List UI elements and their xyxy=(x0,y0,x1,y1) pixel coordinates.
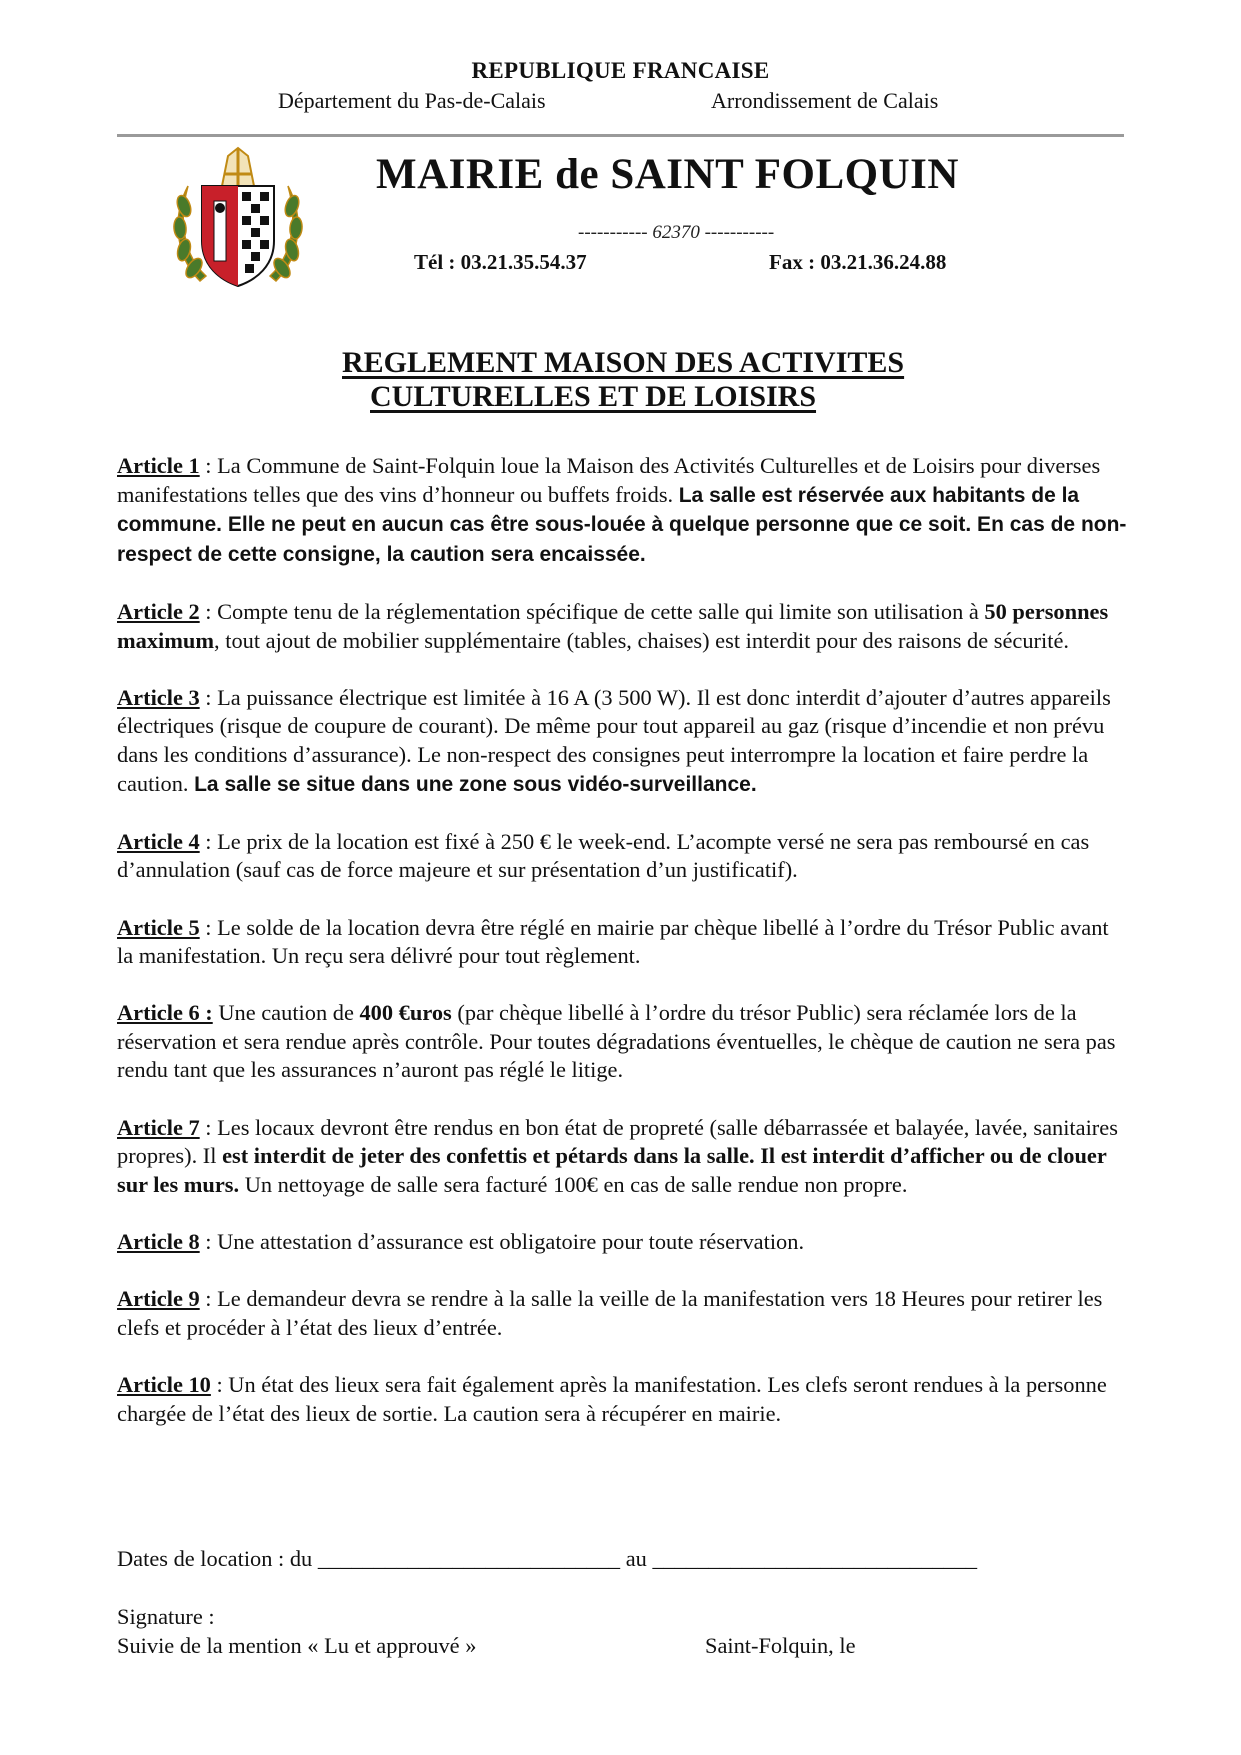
article-label: Article 10 xyxy=(117,1372,211,1397)
rental-dates-line: Dates de location : du ___________________________ au _____________________________ xyxy=(117,1546,978,1571)
article-label: Article 5 xyxy=(117,914,200,940)
department-label: Département du Pas-de-Calais xyxy=(278,88,546,113)
coat-of-arms-icon xyxy=(170,146,306,294)
article-text: Le solde de la location devra être réglé en mairie par chèque libellé à l’ordre du Trésor Public avant la manifestation. Un reçu sera délivré pour tout règlement. xyxy=(117,914,1109,969)
article-separator: : xyxy=(199,598,218,624)
article-separator: : xyxy=(199,684,218,710)
signature-label: Signature : xyxy=(117,1604,215,1629)
article-3 xyxy=(117,684,1127,799)
article-1 xyxy=(117,452,1127,569)
article-text: Une attestation d’assurance est obligatoire pour toute réservation. xyxy=(217,1229,805,1255)
arrondissement-label: Arrondissement de Calais xyxy=(711,88,939,113)
article-text-continued: , tout ajout de mobilier supplémentaire (tables, chaises) est interdit pour des raisons de sécurité. xyxy=(214,627,1069,653)
mairie-title: MAIRIE de SAINT FOLQUIN xyxy=(376,151,959,198)
article-text: Les locaux devront être rendus en bon état de propreté (salle débarrassée et balayée, lavée, sanitaires propres). Il xyxy=(117,1114,1118,1169)
article-separator: : xyxy=(210,1372,229,1397)
article-text: La Commune de Saint-Folquin loue la Maison des Activités Culturelles et de Loisirs pour diverses manifestations telles que des vins d’honneur ou buffets froids. xyxy=(117,453,1101,507)
article-9 xyxy=(117,1285,1127,1342)
article-text: Un état des lieux sera fait également après la manifestation. Les clefs seront rendues à la personne chargée de l’état des lieux de sortie. La caution sera à récupérer en mairie. xyxy=(117,1372,1107,1426)
article-separator: : xyxy=(199,828,218,854)
article-label: Article 1 xyxy=(117,453,200,478)
article-label: Article 3 xyxy=(117,684,200,710)
article-separator: : xyxy=(199,1286,218,1312)
article-text: Le demandeur devra se rendre à la salle la veille de la manifestation vers 18 Heures pour retirer les clefs et procéder à l’état des lieux d’entrée. xyxy=(117,1286,1103,1340)
article-2 xyxy=(117,598,1127,655)
article-label: Article 8 xyxy=(117,1229,200,1255)
article-bold-text: est interdit de jeter des confettis et pétards dans la salle. Il est interdit d’afficher ou de clouer sur les murs. xyxy=(117,1143,1107,1197)
article-separator: : xyxy=(199,453,218,478)
article-bold-text: La salle se situe dans une zone sous vidéo-surveillance. xyxy=(194,772,757,796)
article-separator: : xyxy=(199,1229,218,1255)
article-separator: : xyxy=(199,1114,218,1140)
header-divider xyxy=(117,134,1124,137)
article-label: Article 6 : xyxy=(117,1000,213,1026)
phone-number: Tél : 03.21.35.54.37 xyxy=(414,250,587,274)
article-bold-text: 50 personnes maximum xyxy=(117,598,1109,653)
article-label: Article 9 xyxy=(117,1286,200,1312)
article-text-continued: (par chèque libellé à l’ordre du trésor Public) sera réclamée lors de la réservation et sera rendue après contrôle. Pour toutes dégradations éventuelles, le chèque de caution ne sera pas rendu tant que les assurances n’auront pas réglé le litige. xyxy=(117,1000,1116,1083)
signature-mention: Suivie de la mention « Lu et approuvé » xyxy=(117,1633,477,1658)
article-bold-text: 400 €uros xyxy=(359,1000,452,1026)
article-6 xyxy=(117,999,1127,1085)
articles-list xyxy=(117,452,1127,1457)
article-4 xyxy=(117,828,1127,885)
article-text-continued: Un nettoyage de salle sera facturé 100€ en cas de salle rendue non propre. xyxy=(239,1171,908,1197)
article-text: Une caution de xyxy=(218,1000,360,1026)
article-text: Compte tenu de la réglementation spécifique de cette salle qui limite son utilisation à xyxy=(217,598,985,624)
republic-heading: REPUBLIQUE FRANCAISE xyxy=(471,58,770,83)
article-label: Article 4 xyxy=(117,828,200,854)
document-title-line1: REGLEMENT MAISON DES ACTIVITES xyxy=(342,346,905,379)
fax-number: Fax : 03.21.36.24.88 xyxy=(769,250,947,274)
article-label: Article 7 xyxy=(117,1114,200,1140)
place-date: Saint-Folquin, le xyxy=(705,1633,856,1658)
document-title-line2: CULTURELLES ET DE LOISIRS xyxy=(370,380,817,413)
article-label: Article 2 xyxy=(117,598,200,624)
postal-code: ----------- 62370 ----------- xyxy=(578,222,775,243)
article-5 xyxy=(117,914,1127,971)
article-text: La puissance électrique est limitée à 16 A (3 500 W). Il est donc interdit d’ajouter d’autres appareils électriques (risque de coupure de courant). De même pour tout appareil au gaz (risque d’incendie et non prévu dans les conditions d’assurance). Le non-respect des consignes peut interrompre la location et faire perdre la caution. xyxy=(117,684,1111,796)
article-bold-text: La salle est réservée aux habitants de la commune. Elle ne peut en aucun cas être sous-louée à quelque personne que ce soit. En cas de non-respect de cette consigne, la caution sera encaissée. xyxy=(117,483,1127,566)
article-8 xyxy=(117,1228,1127,1257)
article-text: Le prix de la location est fixé à 250 € le week-end. L’acompte versé ne sera pas remboursé en cas d’annulation (sauf cas de force majeure et sur présentation d’un justificatif). xyxy=(117,828,1090,883)
article-7 xyxy=(117,1114,1127,1200)
article-separator: : xyxy=(199,914,218,940)
article-10 xyxy=(117,1371,1127,1428)
